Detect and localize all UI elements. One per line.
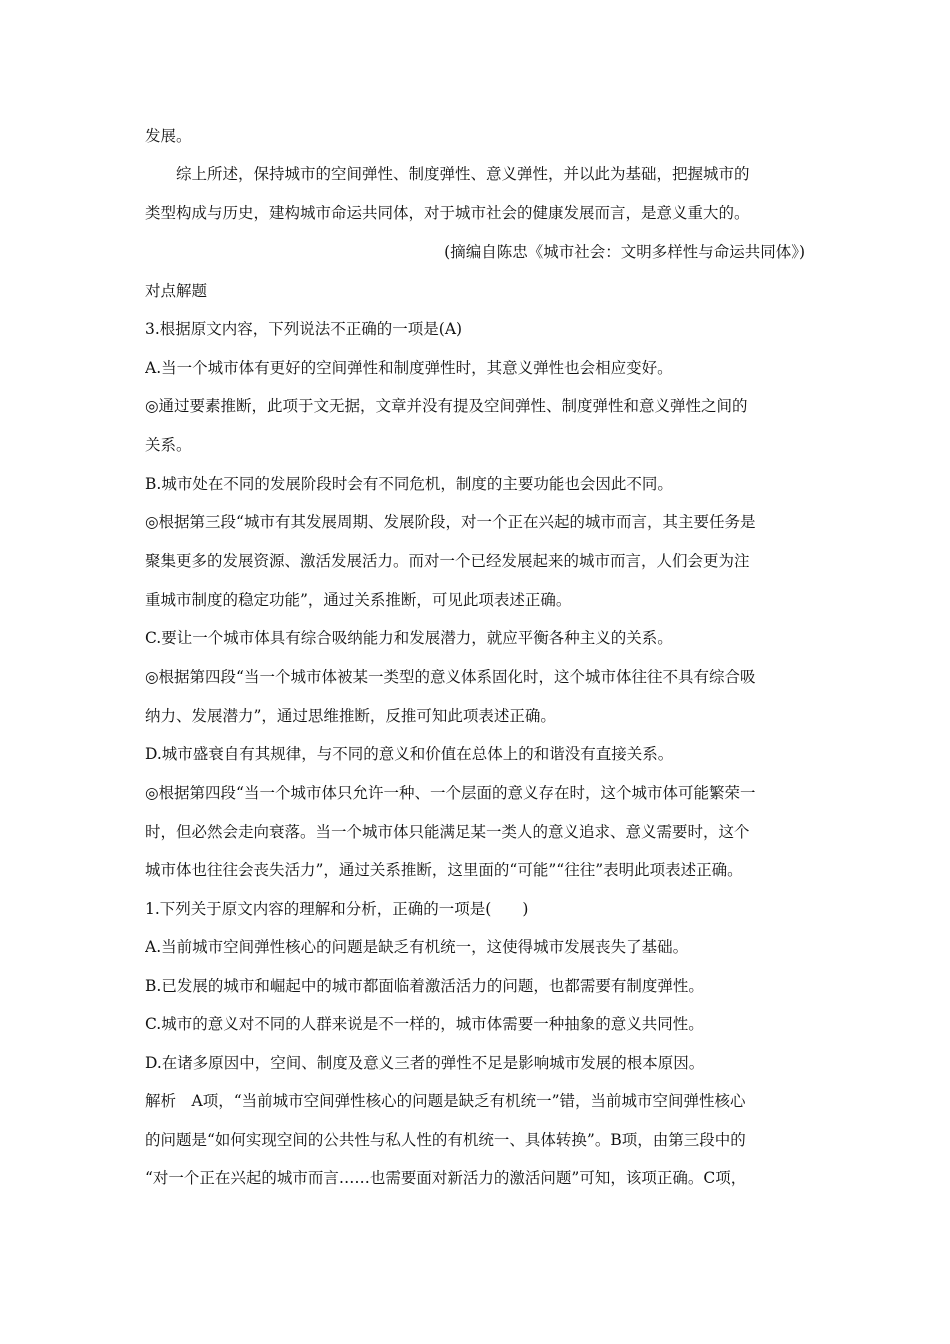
source-citation: (摘编自陈忠《城市社会：文明多样性与命运共同体》): [444, 243, 805, 261]
analysis-b-line-2: 聚集更多的发展资源、激活发展活力。而对一个已经发展起来的城市而言，人们会更为注: [145, 552, 750, 570]
question-1-stem: 1.下列关于原文内容的理解和分析，正确的一项是( ): [145, 900, 529, 918]
question-3-option-d: D.城市盛衰自有其规律，与不同的意义和价值在总体上的和谐没有直接关系。: [145, 745, 674, 763]
analysis-c-line-2: 纳力、发展潜力”，通过思维推断，反推可知此项表述正确。: [145, 707, 556, 725]
question-1-analysis-line-1: 解析 A项，“当前城市空间弹性核心的问题是缺乏有机统一”错，当前城市空间弹性核心: [145, 1092, 746, 1110]
analysis-c-line-1: ◎根据第四段“当一个城市体被某一类型的意义体系固化时，这个城市体往往不具有综合吸: [145, 668, 756, 686]
question-1-option-a: A.当前城市空间弹性核心的问题是缺乏有机统一，这使得城市发展丧失了基础。: [145, 938, 689, 956]
analysis-a-line-1: ◎通过要素推断，此项于文无据，文章并没有提及空间弹性、制度弹性和意义弹性之间的: [145, 397, 748, 415]
question-3-option-b: B.城市处在不同的发展阶段时会有不同危机，制度的主要功能也会因此不同。: [145, 475, 673, 493]
question-1-analysis-line-3: “对一个正在兴起的城市而言……也需要面对新活力的激活问题”可知，该项正确。C项，: [145, 1169, 747, 1187]
analysis-a-line-2: 关系。: [145, 436, 192, 454]
summary-line-2: 类型构成与历史，建构城市命运共同体，对于城市社会的健康发展而言，是意义重大的。: [145, 204, 750, 222]
question-1-option-d: D.在诸多原因中，空间、制度及意义三者的弹性不足是影响城市发展的根本原因。: [145, 1054, 705, 1072]
question-3-option-c: C.要让一个城市体具有综合吸纳能力和发展潜力，就应平衡各种主义的关系。: [145, 629, 673, 647]
paragraph-continuation: 发展。: [145, 127, 192, 145]
analysis-b-line-3: 重城市制度的稳定功能”，通过关系推断，可见此项表述正确。: [145, 591, 572, 609]
question-3-option-a: A.当一个城市体有更好的空间弹性和制度弹性时，其意义弹性也会相应变好。: [145, 359, 673, 377]
analysis-d-line-1: ◎根据第四段“当一个城市体只允许一种、一个层面的意义存在时，这个城市体可能繁荣一: [145, 784, 756, 802]
section-title: 对点解题: [145, 282, 208, 300]
summary-line-1: 综上所述，保持城市的空间弹性、制度弹性、意义弹性，并以此为基础，把握城市的: [176, 165, 750, 183]
analysis-d-line-3: 城市体也往往会丧失活力”，通过关系推断，这里面的“可能”“往往”表明此项表述正确。: [145, 861, 743, 879]
analysis-b-line-1: ◎根据第三段“城市有其发展周期、发展阶段，对一个正在兴起的城市而言，其主要任务是: [145, 513, 756, 531]
question-1-analysis-line-2: 的问题是“如何实现空间的公共性与私人性的有机统一、具体转换”。B项，由第三段中的: [145, 1131, 746, 1149]
analysis-d-line-2: 时，但必然会走向衰落。当一个城市体只能满足某一类人的意义追求、意义需要时，这个: [145, 823, 750, 841]
question-3-stem: 3.根据原文内容，下列说法不正确的一项是(A): [145, 320, 463, 338]
question-1-option-c: C.城市的意义对不同的人群来说是不一样的，城市体需要一种抽象的意义共同性。: [145, 1015, 704, 1033]
question-1-option-b: B.已发展的城市和崛起中的城市都面临着激活活力的问题，也都需要有制度弹性。: [145, 977, 704, 995]
